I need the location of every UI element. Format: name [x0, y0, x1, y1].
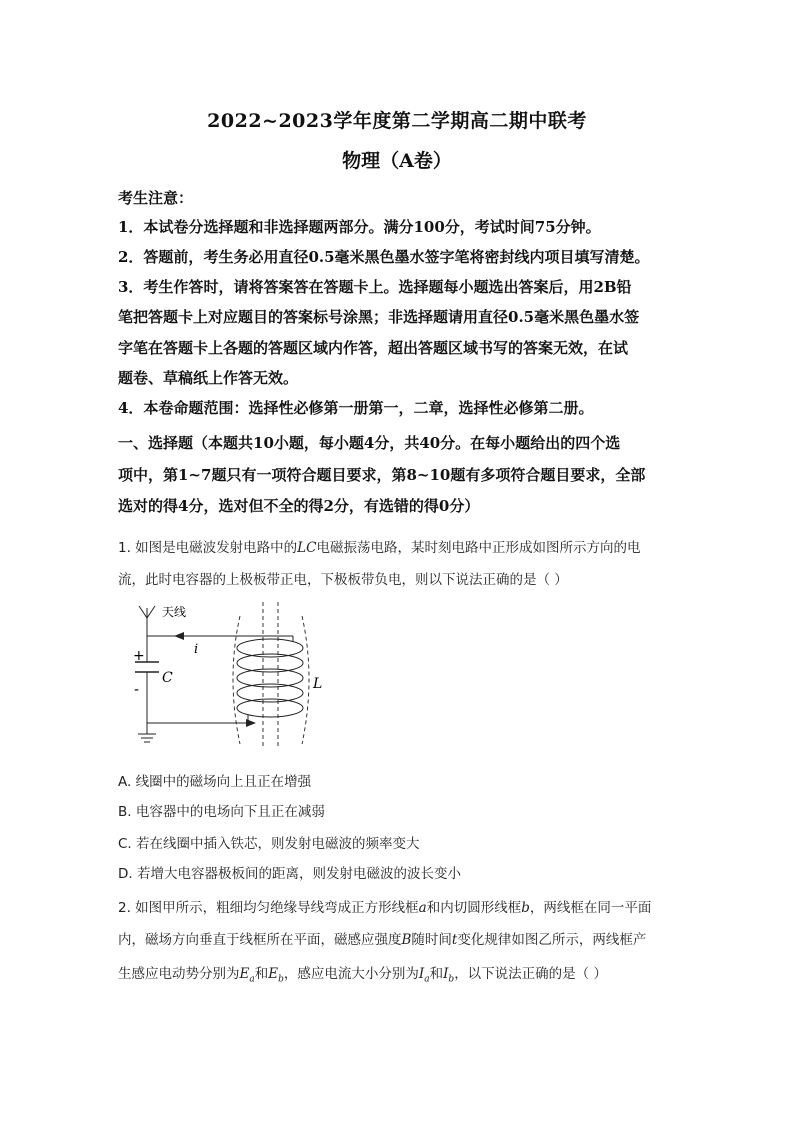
question-1-line-2: 流，此时电容器的上极板带正电，下极板带负电，则以下说法正确的是（ ）	[118, 572, 568, 588]
magnetic-field-lines	[233, 602, 309, 748]
inductor-coil-icon	[237, 636, 303, 723]
inductor-label: L	[313, 676, 323, 692]
section-1-line-3: 选对的得4分，选对但不全的得2分，有选错的得0分）	[118, 497, 480, 515]
lc-circuit-diagram	[118, 600, 338, 750]
question-1-line-1: 1. 如图是电磁波发射电路中的LC电磁振荡电路，某时刻电路中正形成如图所示方向的电	[118, 540, 641, 556]
notice-item-3-line-4: 题卷、草稿纸上作答无效。	[118, 369, 299, 387]
notice-item-3-line-1: 3．考生作答时，请将答案答在答题卡上。选择题每小题选出答案后，用2B铅	[118, 278, 632, 296]
current-label: i	[194, 642, 199, 657]
minus-sign: -	[134, 682, 140, 698]
plus-sign: +	[133, 648, 145, 664]
lc-symbol: LC	[297, 540, 317, 556]
section-1-line-2: 项中，第1~7题只有一项符合题目要求，第8~10题有多项符合题目要求，全部	[118, 466, 646, 484]
notice-item-4: 4．本卷命题范围：选择性必修第一册第一，二章，选择性必修第二册。	[118, 399, 594, 417]
exam-subtitle: 物理（A卷）	[342, 150, 452, 172]
section-1-line-1: 一、选择题（本题共10小题，每小题4分，共40分。在每小题给出的四个选	[118, 434, 621, 452]
notice-item-2: 2．答题前，考生务必用直径0.5毫米黑色墨水签字笔将密封线内项目填写清楚。	[118, 248, 650, 266]
notice-heading: 考生注意：	[118, 189, 194, 207]
q1-option-c[interactable]: C. 若在线圈中插入铁芯，则发射电磁波的频率变大	[118, 836, 420, 852]
antenna-icon	[139, 606, 155, 636]
question-2-line-2: 内，磁场方向垂直于线框所在平面，磁感应强度B随时间t变化规律如图乙所示，两线框产	[118, 932, 647, 948]
question-2-line-3: 生感应电动势分别为$E_a$和$E_b$，感应电流大小分别为$I_a$和$I_b$，以下说法正确的是（ ）	[118, 966, 607, 985]
antenna-label: 天线	[162, 605, 187, 619]
q1-option-b[interactable]: B. 电容器中的电场向下且正在减弱	[118, 804, 325, 820]
notice-item-3-line-3: 字笔在答题卡上各题的答题区域内作答，超出答题区域书写的答案无效，在试	[118, 339, 629, 357]
q1-option-a[interactable]: A. 线圈中的磁场向上且正在增强	[118, 774, 312, 790]
current-arrow-icon	[174, 632, 184, 640]
question-2-line-1: 2. 如图甲所示，粗细均匀绝缘导线弯成正方形线框a和内切圆形线框b，两线框在同一平面	[118, 900, 652, 916]
q1-option-d[interactable]: D. 若增大电容器极板间的距离，则发射电磁波的波长变小	[118, 866, 461, 882]
capacitor-label: C	[162, 670, 173, 686]
ground-icon	[138, 723, 156, 742]
notice-item-3-line-2: 笔把答题卡上对应题目的答案标号涂黑；非选择题请用直径0.5毫米黑色墨水签	[118, 308, 640, 326]
notice-item-1: 1．本试卷分选择题和非选择题两部分。满分100分，考试时间75分钟。	[118, 218, 601, 236]
exam-title: 2022~2023学年度第二学期高二期中联考	[207, 110, 587, 132]
